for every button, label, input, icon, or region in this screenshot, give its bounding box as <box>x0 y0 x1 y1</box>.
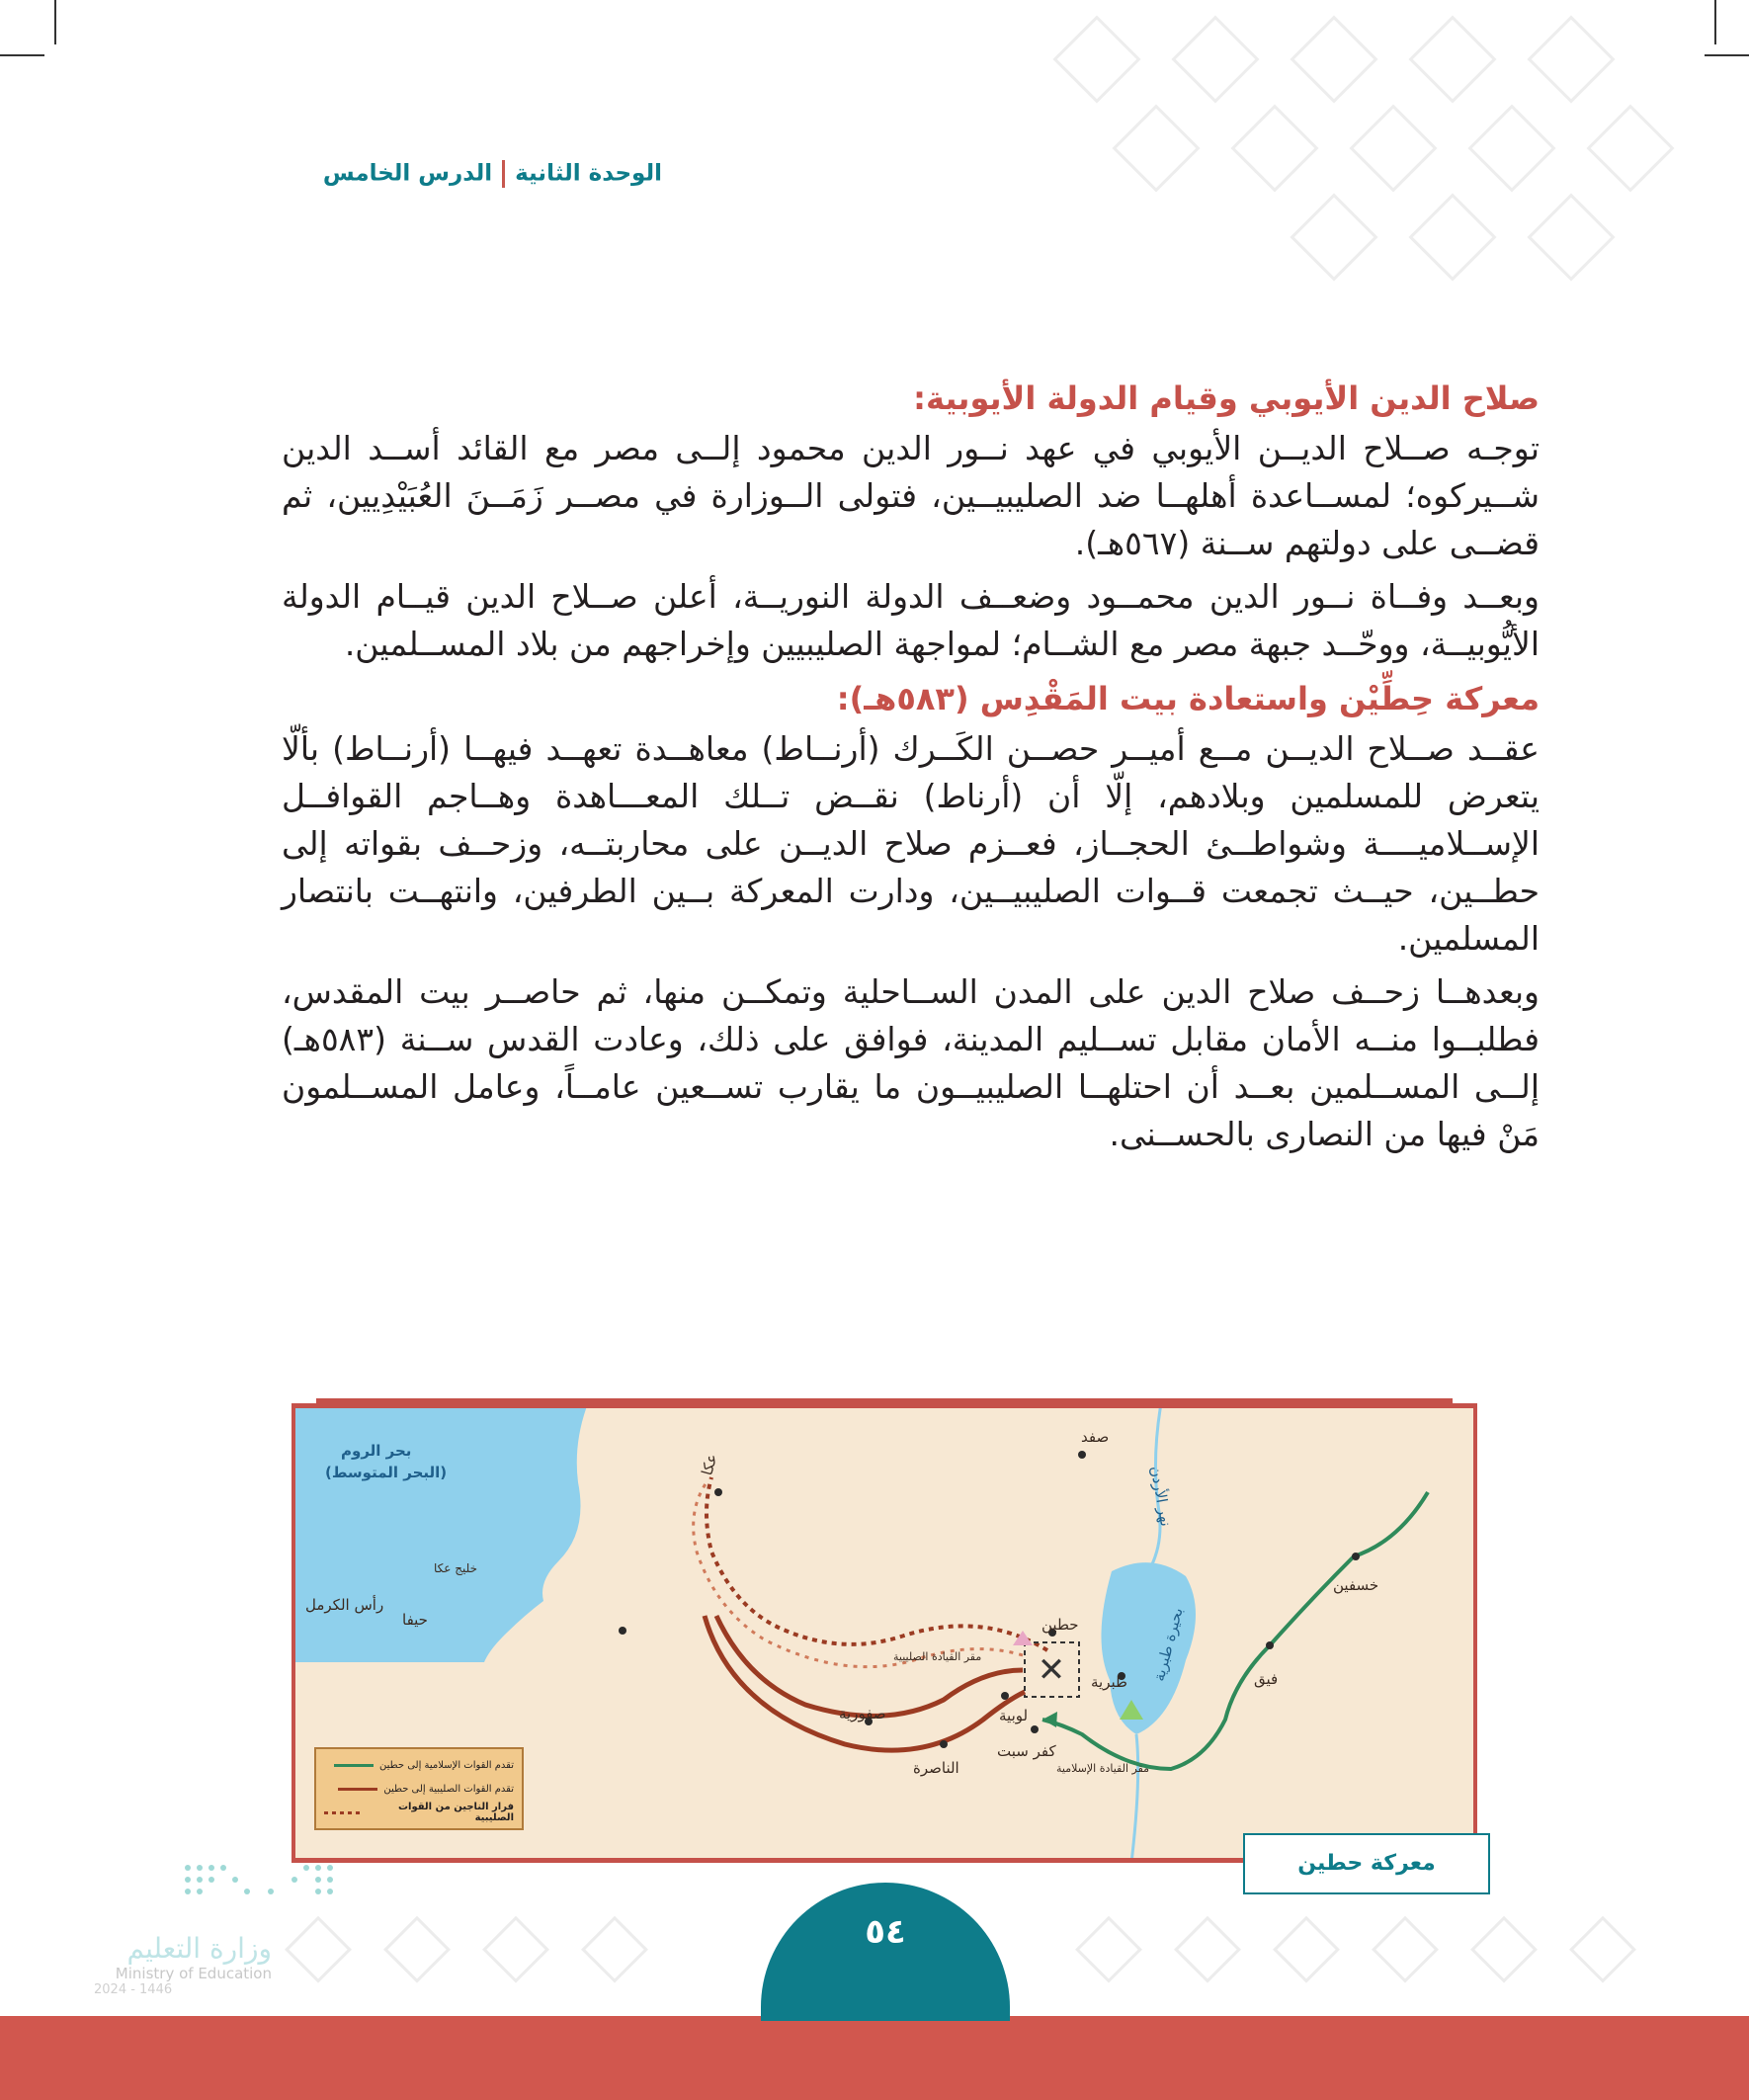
label-muslim-hq: مقر القيادة الإسلامية <box>1056 1762 1150 1775</box>
label-kafr-sabt: كفر سبت <box>997 1742 1056 1760</box>
label-carmel: رأس الكرمل <box>305 1596 384 1614</box>
paragraph: وبعــد وفــاة نــور الدين محمــود وضعــف الدولة النوريــة، أعلن صــلاح الدين قيــام الدولة الأيُّوبيــة، ووحّــد جبهة مصر مع الشــام؛ لمواجهة الصليبيين وإخراجهم من بلاد المســلمين. <box>282 577 1540 663</box>
svg-text:✕: ✕ <box>1037 1650 1066 1690</box>
legend-label: تقدم القوات الإسلامية إلى حطين <box>379 1759 514 1771</box>
paragraph: توجـه صــلاح الديــن الأيوبي في عهد نــور الدين محمود إلــى مصر مع القائد أســد الدين شــيركوه؛ لمســاعدة أهلهــا ضد الصليبيــين، فتولى الــوزارة في مصــر زَمَــنَ العُبَيْدِيين، ثم قضــى على دولتهم ســنة (٥٦٧هـ). <box>282 429 1540 562</box>
section-title-hattin: معركة حِطِّيْن واستعادة بيت المَقْدِس (٥٨٣هـ): <box>836 680 1540 717</box>
label-saffuriya: صفورية <box>839 1705 886 1722</box>
page-number-tab <box>761 1883 1010 2021</box>
label-nazareth: الناصرة <box>913 1759 959 1777</box>
lesson-title: الدرس الخامس <box>322 160 493 187</box>
map-caption: معركة حطين <box>1243 1833 1490 1894</box>
paragraph: عقــد صــلاح الديــن مــع أميــر حصــن الكَــرك (أرنــاط) معاهــدة تعهــد فيهــا (أرنــاط) بألّا يتعرض للمسلمين وبلادهم، إلّا أن (أرناط) نقــض تــلك المعـــاهدة وهــاجم القوافــل الإســلاميــــة وشواطــئ الحجــاز، فعــزم صلاح الديــن على محاربتــه، وزحــف بقواته إلى حطــين، حيــث تجمعت قــوات الصليبيــين، ودارت المعركة بــين الطرفين، وانتهــت بانتصار المسلمين. <box>282 729 1540 958</box>
ministry-name-ar: وزارة التعليم <box>126 1932 272 1965</box>
label-haifa: حيفا <box>402 1611 428 1629</box>
legend-label: تقدم القوات الصليبية إلى حطين <box>383 1783 514 1795</box>
header-separator <box>502 160 505 188</box>
decorative-pattern-top <box>988 0 1749 296</box>
label-sea-sub: (البحر المتوسط) <box>325 1464 448 1481</box>
label-acre-gulf: خليج عكا <box>434 1561 478 1575</box>
ministry-logo-dots <box>178 1858 356 1917</box>
legend-swatch <box>334 1764 374 1767</box>
edition-year: 2024 - 1446 <box>94 1982 173 1997</box>
unit-title: الوحدة الثانية <box>515 160 662 187</box>
running-header <box>296 160 662 188</box>
legend-swatch <box>338 1788 377 1791</box>
lesson-content <box>282 374 1540 1164</box>
label-hattin: حطين <box>1041 1616 1079 1634</box>
page-number: ٥٤ <box>865 1912 906 1952</box>
legend-item <box>324 1777 514 1801</box>
section-title-ayyubid: صلاح الدين الأيوبي وقيام الدولة الأيوبية: <box>913 379 1540 417</box>
label-acre: عكا <box>698 1452 721 1477</box>
label-fiq: فيق <box>1254 1670 1279 1688</box>
footer-band <box>0 2016 1749 2100</box>
label-tiberias-lake: بحيرة طبرية <box>1149 1605 1187 1684</box>
label-crusader-hq: مقر القيادة الصليبية <box>893 1650 982 1663</box>
label-tiberias: طبرية <box>1091 1673 1127 1691</box>
paragraph: وبعدهــا زحــف صلاح الدين على المدن الســاحلية وتمكــن منها، ثم حاصــر بيت المقدس، فطلبــوا منــه الأمان مقابل تســليم المدينة، فوافق على ذلك، وعادت القدس ســنة (٥٨٣هـ) إلــى المســلمين بعــد أن احتلهــا الصليبيــون ما يقارب تســعين عامــاً، وعامل المســلمون مَنْ فيها من النصارى بالحســنى. <box>282 972 1540 1153</box>
label-sea: بحر الروم <box>341 1442 412 1460</box>
legend-item <box>324 1753 514 1777</box>
label-safad: صفد <box>1081 1428 1110 1446</box>
label-lubiya: لوبية <box>999 1707 1029 1724</box>
ministry-logo <box>94 1932 272 1997</box>
legend-swatch <box>324 1811 361 1814</box>
label-jordan: نهر الأردن <box>1146 1465 1176 1528</box>
legend-item <box>324 1801 514 1824</box>
legend-label: فرار الناجين من القوات الصليبية <box>397 1802 514 1823</box>
ministry-name-en: Ministry of Education <box>115 1965 272 1982</box>
map-legend <box>314 1747 524 1830</box>
label-khasfin: خسفين <box>1333 1576 1379 1594</box>
